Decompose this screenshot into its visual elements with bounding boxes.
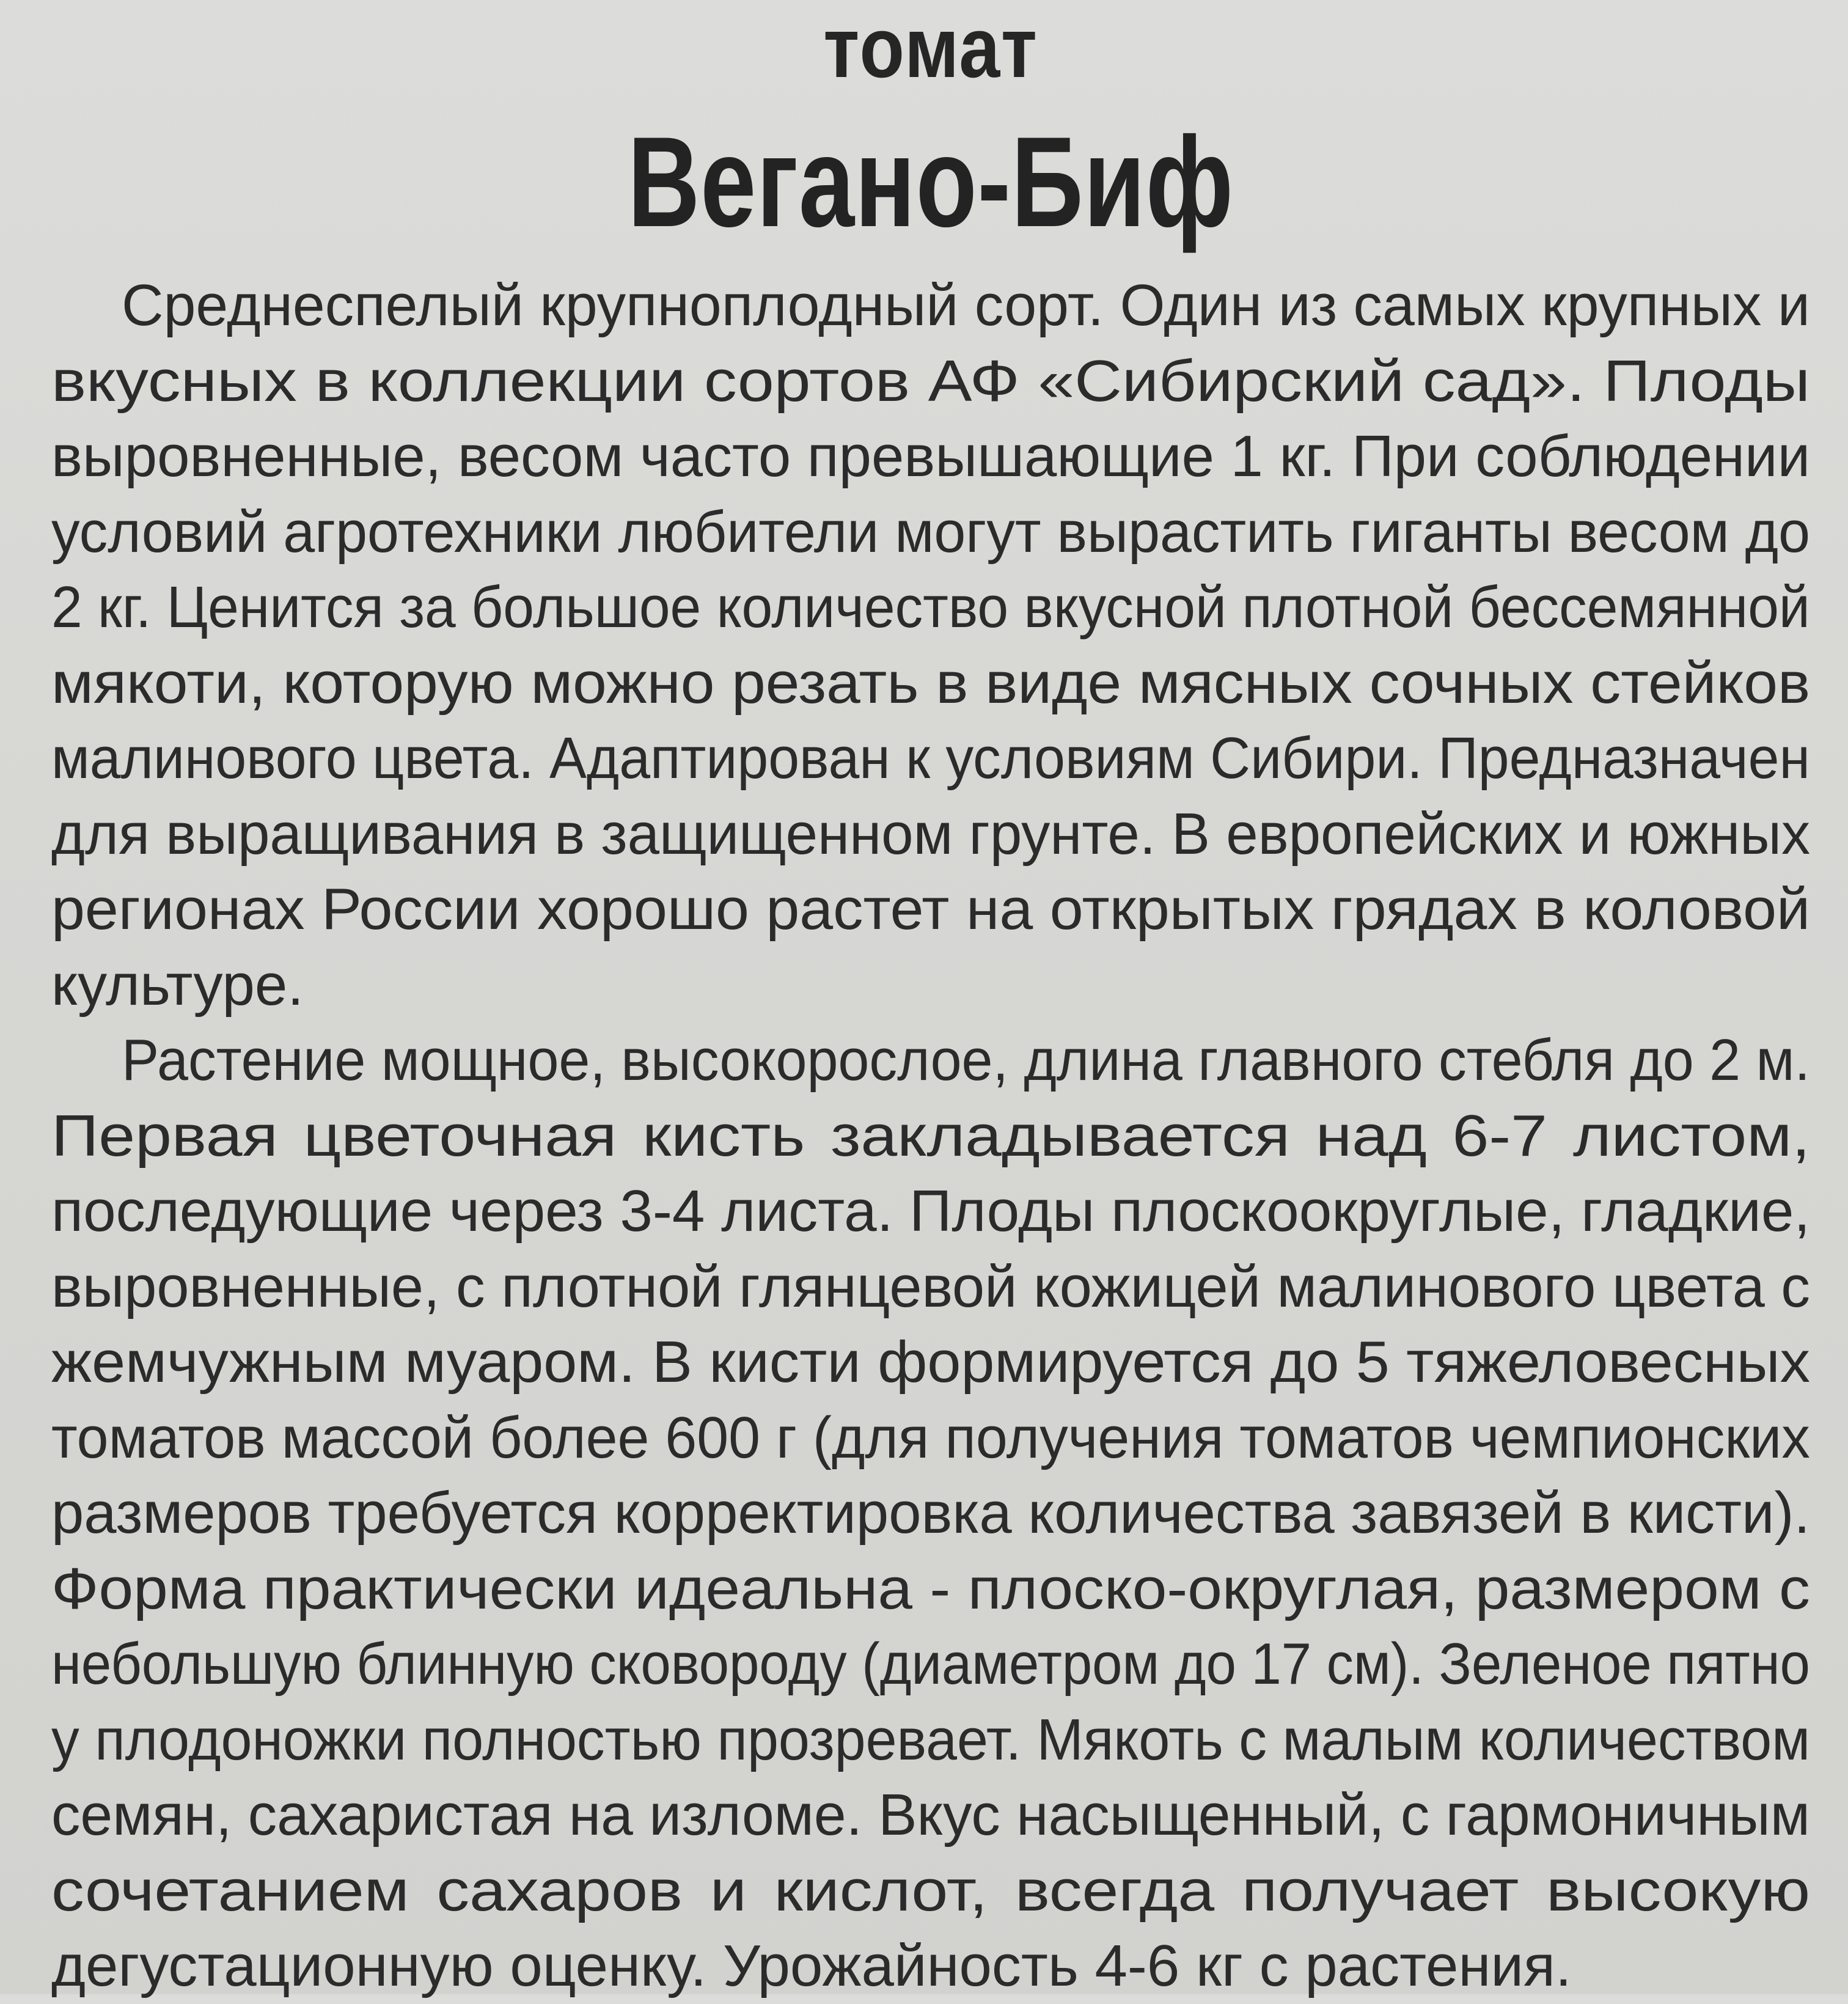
text-line: размеров требуется корректировка количества завязей в кисти). <box>51 1480 1810 1546</box>
text-line: выровненные, весом часто превышающие 1 кг. При соблюдении <box>51 424 1811 489</box>
text-line: 2 кг. Ценится за большое количество вкусной плотной бессемянной <box>51 574 1810 640</box>
text-line: семян, сахаристая на изломе. Вкус насыщенный, с гармоничным <box>51 1782 1810 1848</box>
text-line: дегустационную оценку. Урожайность 4-6 кг с растения. <box>51 1933 1572 1998</box>
text-line: Растение мощное, высокорослое, длина главного стебля до 2 м. <box>122 1027 1810 1093</box>
text-line: культуре. <box>51 952 304 1018</box>
text-line: жемчужным муаром. В кисти формируется до 5 тяжеловесных <box>51 1329 1811 1395</box>
text-line: регионах России хорошо растет на открытых грядах в коловой <box>51 876 1811 942</box>
text-line: небольшую блинную сковороду (диаметром до 17 см). Зеленое пятно <box>51 1631 1810 1697</box>
product-type-heading: томат <box>823 0 1038 95</box>
text-line: у плодоножки полностью прозревает. Мякоть с малым количеством <box>51 1706 1811 1772</box>
text-line: последующие через 3-4 листа. Плоды плоскоокруглые, гладкие, <box>51 1178 1811 1244</box>
text-line: Среднеспелый крупноплодный сорт. Один из самых крупных и <box>122 273 1810 338</box>
text-line: Первая цветочная кисть закладывается над 6-7 листом, <box>51 1103 1810 1169</box>
text-line: мякоти, которую можно резать в виде мясных сочных стейков <box>51 650 1811 716</box>
description-body <box>51 268 1810 2004</box>
text-line: выровненные, с плотной глянцевой кожицей малинового цвета с <box>51 1253 1811 1319</box>
variety-title: Вегано-Биф <box>628 110 1234 254</box>
text-line: вкусных в коллекции сортов АФ «Сибирский сад». Плоды <box>51 348 1811 414</box>
description-paragraph-1 <box>51 268 1810 1022</box>
description-paragraph-2 <box>51 1022 1810 2004</box>
text-line: сочетанием сахаров и кислот, всегда получает высокую <box>51 1857 1810 1923</box>
text-line: условий агротехники любители могут вырастить гиганты весом до <box>51 499 1810 565</box>
text-line: для выращивания в защищенном грунте. В европейских и южных <box>51 801 1811 867</box>
text-line: томатов массой более 600 г (для получения томатов чемпионских <box>51 1404 1810 1470</box>
text-line: Форма практически идеальна - плоско-округлая, размером с <box>51 1555 1810 1621</box>
text-line: малинового цвета. Адаптирован к условиям Сибири. Предназначен <box>51 725 1810 791</box>
